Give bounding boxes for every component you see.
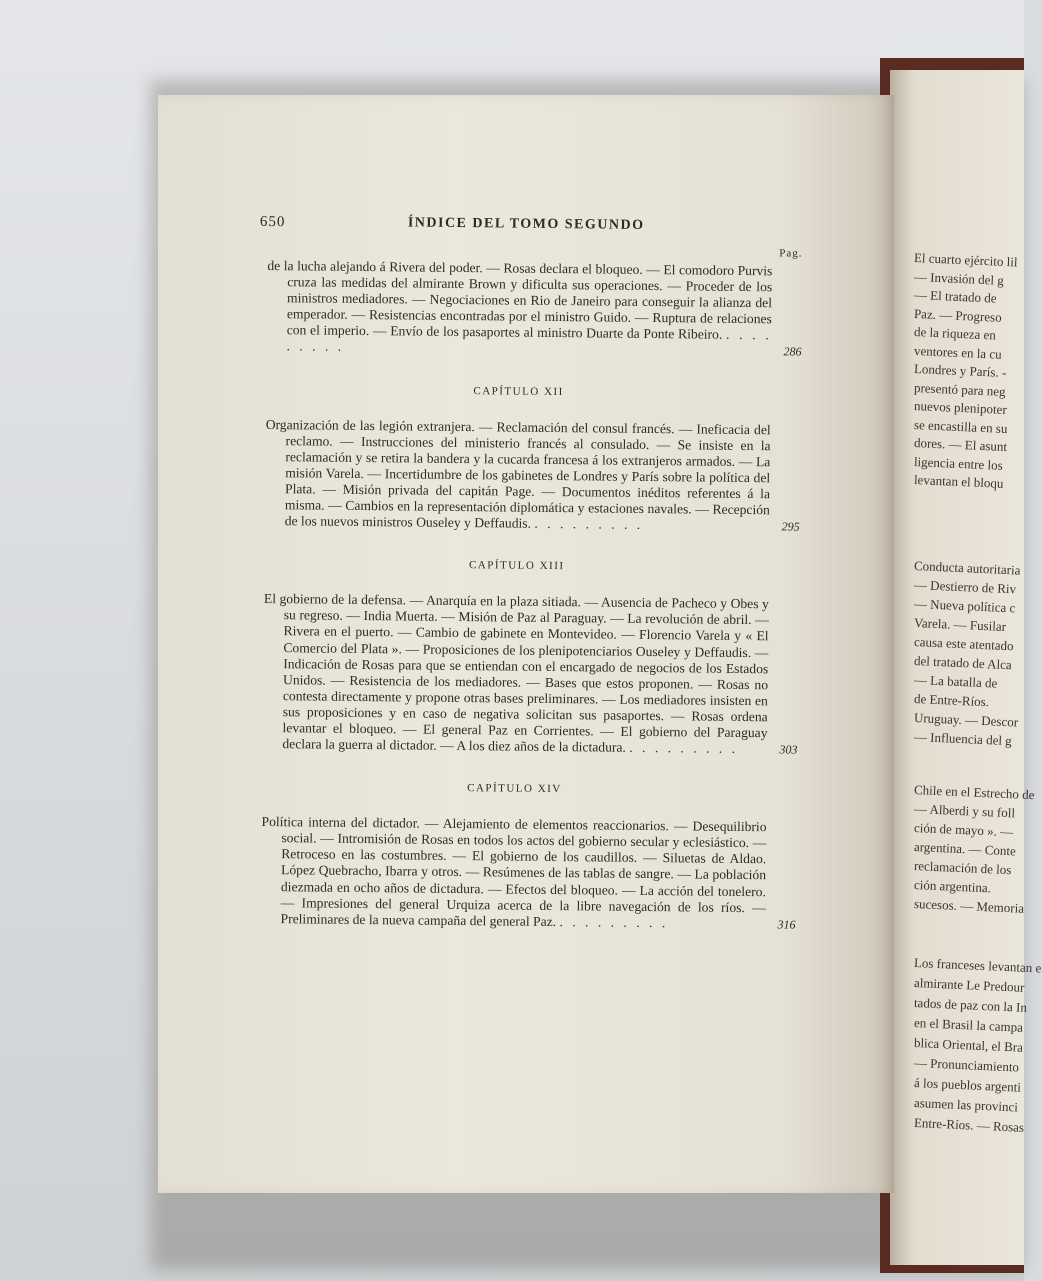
right-page-line: almirante Le Predour bbox=[913, 975, 1025, 995]
right-page-line: — La batalla de bbox=[913, 672, 998, 691]
right-page-line: ción argentina. bbox=[913, 877, 992, 896]
right-page-line: causa este atentado bbox=[913, 634, 1014, 654]
page-number: 650 bbox=[259, 213, 286, 231]
page-header bbox=[259, 210, 803, 260]
dot-leader: . . . . . . . . . bbox=[559, 913, 669, 930]
chapter-heading: CAPÍTULO XIV bbox=[467, 782, 562, 796]
right-page-line: se encastilla en su bbox=[913, 416, 1008, 436]
right-page-line: reclamación de los bbox=[913, 858, 1012, 878]
right-page-line: Londres y París. - bbox=[913, 361, 1007, 381]
right-page-line: Varela. — Fusilar bbox=[913, 615, 1007, 635]
pag-label: Pag. bbox=[779, 247, 803, 260]
right-page-line: Entre-Ríos. — Rosas bbox=[913, 1115, 1025, 1135]
right-page-line: blica Oriental, el Bra bbox=[913, 1035, 1024, 1055]
right-page-line: argentina. — Conte bbox=[913, 839, 1017, 859]
right-page-line: del tratado de Alca bbox=[913, 653, 1013, 673]
right-page-line: levantan el bloqu bbox=[913, 472, 1004, 491]
chapter-heading: CAPÍTULO XIII bbox=[468, 559, 565, 573]
dot-leader: . . . . . . . . . bbox=[629, 739, 739, 757]
right-page bbox=[890, 70, 1042, 1265]
right-page-line: ventores en la cu bbox=[913, 342, 1002, 362]
entry-text: El gobierno de la defensa. — Anarquía en la plaza sitiada. — Ausencia de Pacheco y Obes y su regreso. — India Muerta. — Misión de Paz al Paraguay. — La revolución de abril. — Rivera en el puerto. — Cambio de gabinete en Montevideo. — Florencio Varela y « El Comercio del Plata ». — Proposiciones de los plenipotenciarios Ouseley y Deffaudis. — Indicación de Rosas para que se entiendan con el encargado de negocios de los Estados Unidos. — Resistencia de los mediadores. — Bases que estos proponen. — Rosas no contesta directamente y propone otras bases preliminares. — Los mediadores insisten en sus proposiciones y en caso de negativa solicitan sus pasaportes. — Rosas ordena levantar el bloqueo. — El general Paz en Corrientes. — El gobierno del Paraguay declara la guerra al dictador. — A los diez años de la dictadura. bbox=[263, 591, 769, 755]
right-page-line: Uruguay. — Descor bbox=[913, 710, 1019, 730]
right-page-line: — Alberdi y su foll bbox=[913, 801, 1016, 821]
right-page-line: asumen las provinci bbox=[913, 1095, 1019, 1115]
right-page-line: — Influencia del g bbox=[913, 729, 1013, 749]
right-page-line: — Pronunciamiento bbox=[913, 1055, 1020, 1075]
dot-leader: . . . . . . . . . bbox=[286, 327, 772, 355]
right-page-line: de Entre-Ríos. bbox=[913, 691, 990, 710]
right-page-line: tados de paz con la In bbox=[913, 995, 1028, 1015]
index-entry bbox=[265, 417, 771, 535]
right-page-line: Conducta autoritaria bbox=[913, 558, 1021, 578]
entry-text: de la lucha alejando á Rivera del poder. — Rosas declara el bloqueo. — El comodoro Purvis cruza las medidas del almirante Brown y dificulta sus operaciones. — Proceder de los ministros mediadores. — Negociaciones en Rio de Janeiro para conseguir la alianza del emperador. — Resistencias encontradas por el ministro Guido. — Ruptura de relaciones con el imperio. — Envío de los pasaportes al ministro Duarte da Ponte Ribeiro. bbox=[267, 257, 773, 343]
right-page-line: — Invasión del g bbox=[913, 268, 1005, 288]
right-page-line: á los pueblos argenti bbox=[913, 1075, 1022, 1095]
right-page-line: El cuarto ejército lil bbox=[913, 250, 1018, 270]
right-page-line: sucesos. — Memoria bbox=[913, 896, 1025, 916]
right-page-line: — Destierro de Riv bbox=[913, 577, 1017, 597]
right-page-line: Chile en el Estrecho de bbox=[913, 782, 1035, 803]
right-page-line: ligencia entre los bbox=[913, 453, 1004, 473]
right-page-line: ción de mayo ». — bbox=[913, 820, 1014, 840]
right-page-line: — Nueva política c bbox=[913, 596, 1016, 616]
page-title: ÍNDICE DEL TOMO SEGUNDO bbox=[407, 215, 645, 233]
index-content bbox=[259, 210, 803, 932]
entry-text: Política interna del dictador. — Alejamiento de elementos reaccionarios. — Desequilibrio social. — Intromisión de Rosas en todos los actos del gobierno secular y eclesiástico. — Retroceso en las costumbres. — El gobierno de los caudillos. — Siluetas de Aldao. López Quebracho, Ibarra y otros. — Resúmenes de las tablas de sangre. — La población diezmada en ocho años de dictadura. — Efectos del bloqueo. — La acción del tonelero. — Impresiones del general Urquiza acerca de la libre navegación de los ríos. — Preliminares de la nueva campaña del general Paz. bbox=[261, 814, 767, 929]
right-page-line: — El tratado de bbox=[913, 287, 997, 306]
index-entry bbox=[260, 814, 766, 932]
right-page-line: de la riqueza en bbox=[913, 324, 997, 343]
right-page-line: Los franceses levantan e bbox=[913, 955, 1042, 976]
entry-text: Organización de las legión extranjera. — Reclamación del consul francés. — Ineficacia del reclamo. — Instrucciones del ministerio francés al consulado. — Se insiste en la reclamación y se retira la bandera y la cucarda francesa á los extranjeros armados. — La misión Varela. — Incertidumbre de los gabinetes de Londres y París sobre la política del Plata. — Misión privada del capitán Page. — Documentos inéditos referentes á la misma. — Cambios en la representación diplomática y estaciones navales. — Recepción de los nuevos ministros Ouseley y Deffaudis. bbox=[265, 416, 771, 531]
right-page-line: dores. — El asunt bbox=[913, 435, 1008, 455]
right-page-line: en el Brasil la campa bbox=[913, 1015, 1024, 1035]
right-page-line: presentó para neg bbox=[913, 379, 1006, 399]
dot-leader: . . . . . . . . . bbox=[534, 515, 644, 533]
right-page-line: Paz. — Progreso bbox=[913, 305, 1003, 325]
right-page-line: nuevos plenipoter bbox=[913, 398, 1008, 418]
chapter-heading: CAPÍTULO XII bbox=[473, 384, 564, 398]
index-entry bbox=[266, 258, 772, 360]
index-entry bbox=[262, 591, 769, 757]
